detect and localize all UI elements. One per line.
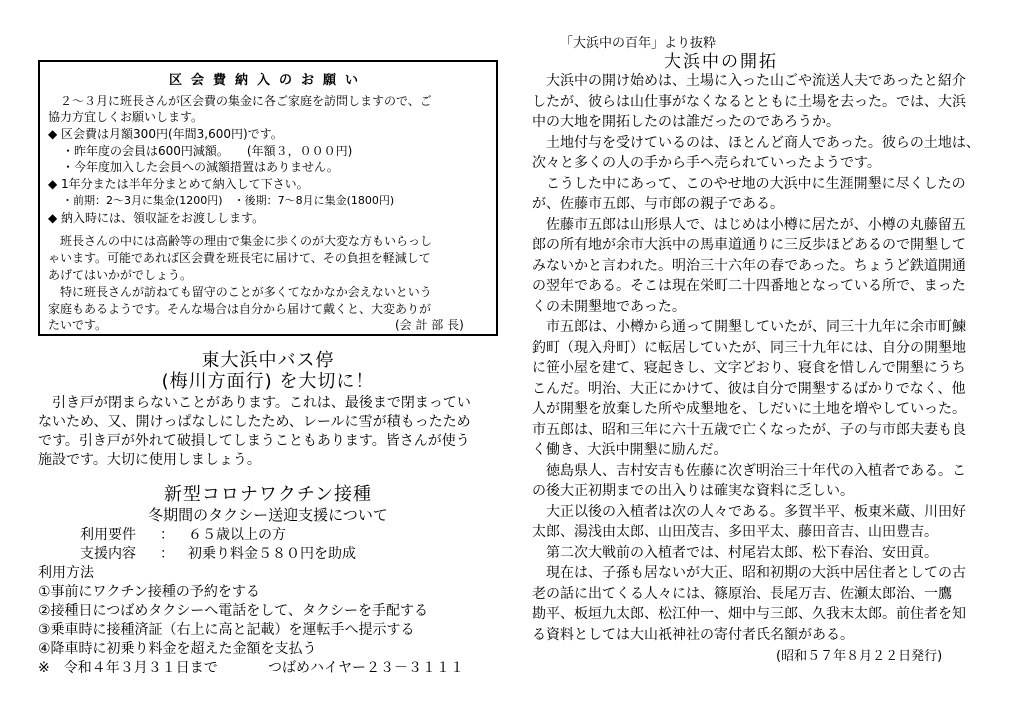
notice-line: ◆ 区会費は月額300円(年間3,600円)です。: [48, 127, 283, 141]
history-line: く働き、大浜中開墾に励んだ。: [532, 442, 728, 458]
history-line: 老の話に出てくる人々には、篠原治、長尾万吉、佐瀬太郎治、一鷹: [532, 585, 952, 602]
history-line: こんだ。明治、大正にかけて、彼は自分で開墾するばかりでなく、他: [532, 380, 966, 397]
notice-signature: (会 計 部 長): [395, 318, 464, 332]
history-line: 市五郎は、小樽から通って開墾していたが、同三十九年に余市町鰊: [546, 319, 966, 335]
history-footer: (昭和５７年８月２２日発行): [776, 649, 943, 664]
step-item: ①事前にワクチン接種の予約をする: [38, 584, 260, 600]
requirement-value: ６５歳以上の方: [188, 527, 286, 543]
history-line: 現在は、子孫も居ないが大正、昭和初期の大浜中居住者としての古: [546, 565, 966, 581]
step-item: ②接種日につばめタクシーへ電話をして、タクシーを手配する: [38, 603, 428, 619]
history-line: に笹小屋を建て、寝起きし、文字どおり、寝食を惜しんで開墾にうち: [532, 360, 966, 376]
history-line: が、佐藤市五郎、与市郎の親子である。: [532, 196, 784, 212]
history-line: 土地付与を受けているのは、ほとんど商人であった。彼らの土地は、: [546, 134, 980, 151]
bus-line: 引き戸が閉まらないことがあります。これは、最後まで閉まってい: [52, 395, 471, 411]
history-title: 大浜中の開拓: [664, 52, 778, 72]
history-line: したが、彼らは山仕事がなくなるとともに土場を去った。では、大浜: [532, 93, 966, 110]
vaccine-title: 新型コロナワクチン接種: [163, 484, 373, 505]
contact-phone: つばめハイヤー２３－３１１１: [268, 660, 464, 676]
notice-line: ・今年度加入した会員への減額措置はありません。: [62, 160, 339, 174]
notice-line: 特に班長さんが訪ねても留守のことが多くてなかなか会えないという: [60, 285, 432, 299]
step-item: ③乗車時に接種済証（右上に高と記載）を運転手へ提示する: [38, 622, 415, 638]
history-line: 徳島県人、吉村安吉も佐藤に次ぎ明治三十年代の入植者である。こ: [546, 462, 966, 479]
history-line: 釣町（現入舟町）に転居していたが、同三十九年には、自分の開墾地: [532, 339, 966, 356]
history-line: 人が開墾を放棄した所や成墾地を、しだいに土地を増やしていった。: [532, 401, 966, 417]
history-source: 「大浜中の百年」より抜粋: [560, 36, 717, 51]
support-colon: ：: [160, 546, 174, 562]
support-label: 支援内容: [80, 546, 136, 562]
step-item: ④降車時に初乗り料金を超えた金額を支払う: [38, 641, 317, 657]
bus-subtitle: (梅川方面行) を大切に！: [161, 371, 375, 392]
history-line: 市五郎は、昭和三年に六十五歳で亡くなったが、子の与市郎夫妻も良: [532, 421, 966, 438]
vaccine-note: ※ 令和４年３月３１日まで: [38, 660, 218, 676]
history-line: 次々と多くの人の手から手へ売られていったようです。: [532, 155, 881, 171]
notice-title: 区会費納入のお願い: [168, 73, 367, 88]
support-value: 初乗り料金５８０円を助成: [188, 546, 356, 562]
history-line: 勘平、板垣九太郎、松江仲一、畑中与三郎、久我末太郎。前住者を知: [532, 606, 966, 622]
history-line: みないかと言われた。明治三十六年の春であった。ちょうど鉄道開通: [532, 257, 966, 274]
bus-line: ないため、又、開けっぱなしにしたため、レールに雪が積もったため: [38, 414, 471, 430]
notice-line: あげてはいかがでしょう。: [48, 268, 193, 282]
history-line: 第二次大戦前の入植者では、村尾岩太郎、松下春治、安田貢。: [546, 544, 938, 561]
requirement-colon: ：: [160, 527, 174, 543]
vaccine-subtitle: 冬期間のタクシー送迎支援について: [148, 506, 388, 524]
notice-line: ・昨年度の会員は600円減額。 (年額３，０００円): [62, 144, 353, 158]
method-label: 利用方法: [38, 565, 94, 581]
history-line: る資料としては大山祇神社の寄付者氏名額がある。: [532, 626, 854, 643]
notice-line: ◆ 納入時には、領収証をお渡しします。: [48, 211, 265, 225]
notice-line: ・前期：2～3月に集金(1200円) ・後期：7～8月に集金(1800円): [62, 194, 395, 207]
history-line: 佐藤市五郎は山形県人で、はじめは小樽に居たが、小樽の丸藤留五: [546, 216, 966, 233]
notice-line: たいです。: [48, 318, 108, 332]
notice-line: ゃいます。可能であれば区会費を班長宅に届けて、その負担を軽減して: [48, 251, 431, 265]
notice-line: 協力方宜しくお願いします。: [48, 110, 204, 124]
notice-line: ◆ 1年分または半年分まとめて納入して下さい。: [48, 177, 309, 191]
notice-line: 家庭もあるようです。そんな場合は自分から届けて戴くと、大変ありが: [48, 302, 432, 316]
requirement-label: 利用要件: [80, 527, 136, 543]
bus-line: です。引き戸が外れて破損してしまうこともあります。皆さんが使う: [38, 433, 470, 449]
history-line: 中の大地を開拓したのは誰だったのであろうか。: [532, 114, 840, 130]
notice-line: 班長さんの中には高齢等の理由で集金に歩くのが大変な方もいらっし: [60, 234, 433, 248]
history-line: 大正以後の入植者は次の人々である。多賀半平、板東米蔵、川田好: [546, 503, 966, 520]
notice-line: ２～３月に班長さんが区会費の集金に各ご家庭を訪問しますので、ご: [60, 94, 432, 108]
history-line: 太郎、湯浅由太郎、山田茂吉、多田平太、藤田音吉、山田豊吉。: [532, 524, 938, 540]
history-line: の翌年である。そこは現在栄町二十四番地となっている所で、まった: [532, 278, 966, 294]
history-line: 郎の所有地が余市大浜中の馬車道通りに三反歩ほどあるので開墾して: [532, 237, 966, 253]
history-line: の後大正初期までの出入りは確実な資料に乏しい。: [532, 483, 854, 499]
bus-title: 東大浜中バス停: [201, 350, 335, 371]
history-line: こうした中にあって、このやせ地の大浜中に生涯開墾に尽くしたの: [546, 175, 966, 192]
history-line: くの未開墾地であった。: [532, 298, 686, 315]
bus-line: 施設です。大切に使用しましょう。: [38, 452, 261, 468]
history-line: 大浜中の開け始めは、土場に入った山ごや流送人夫であったと紹介: [546, 73, 966, 89]
